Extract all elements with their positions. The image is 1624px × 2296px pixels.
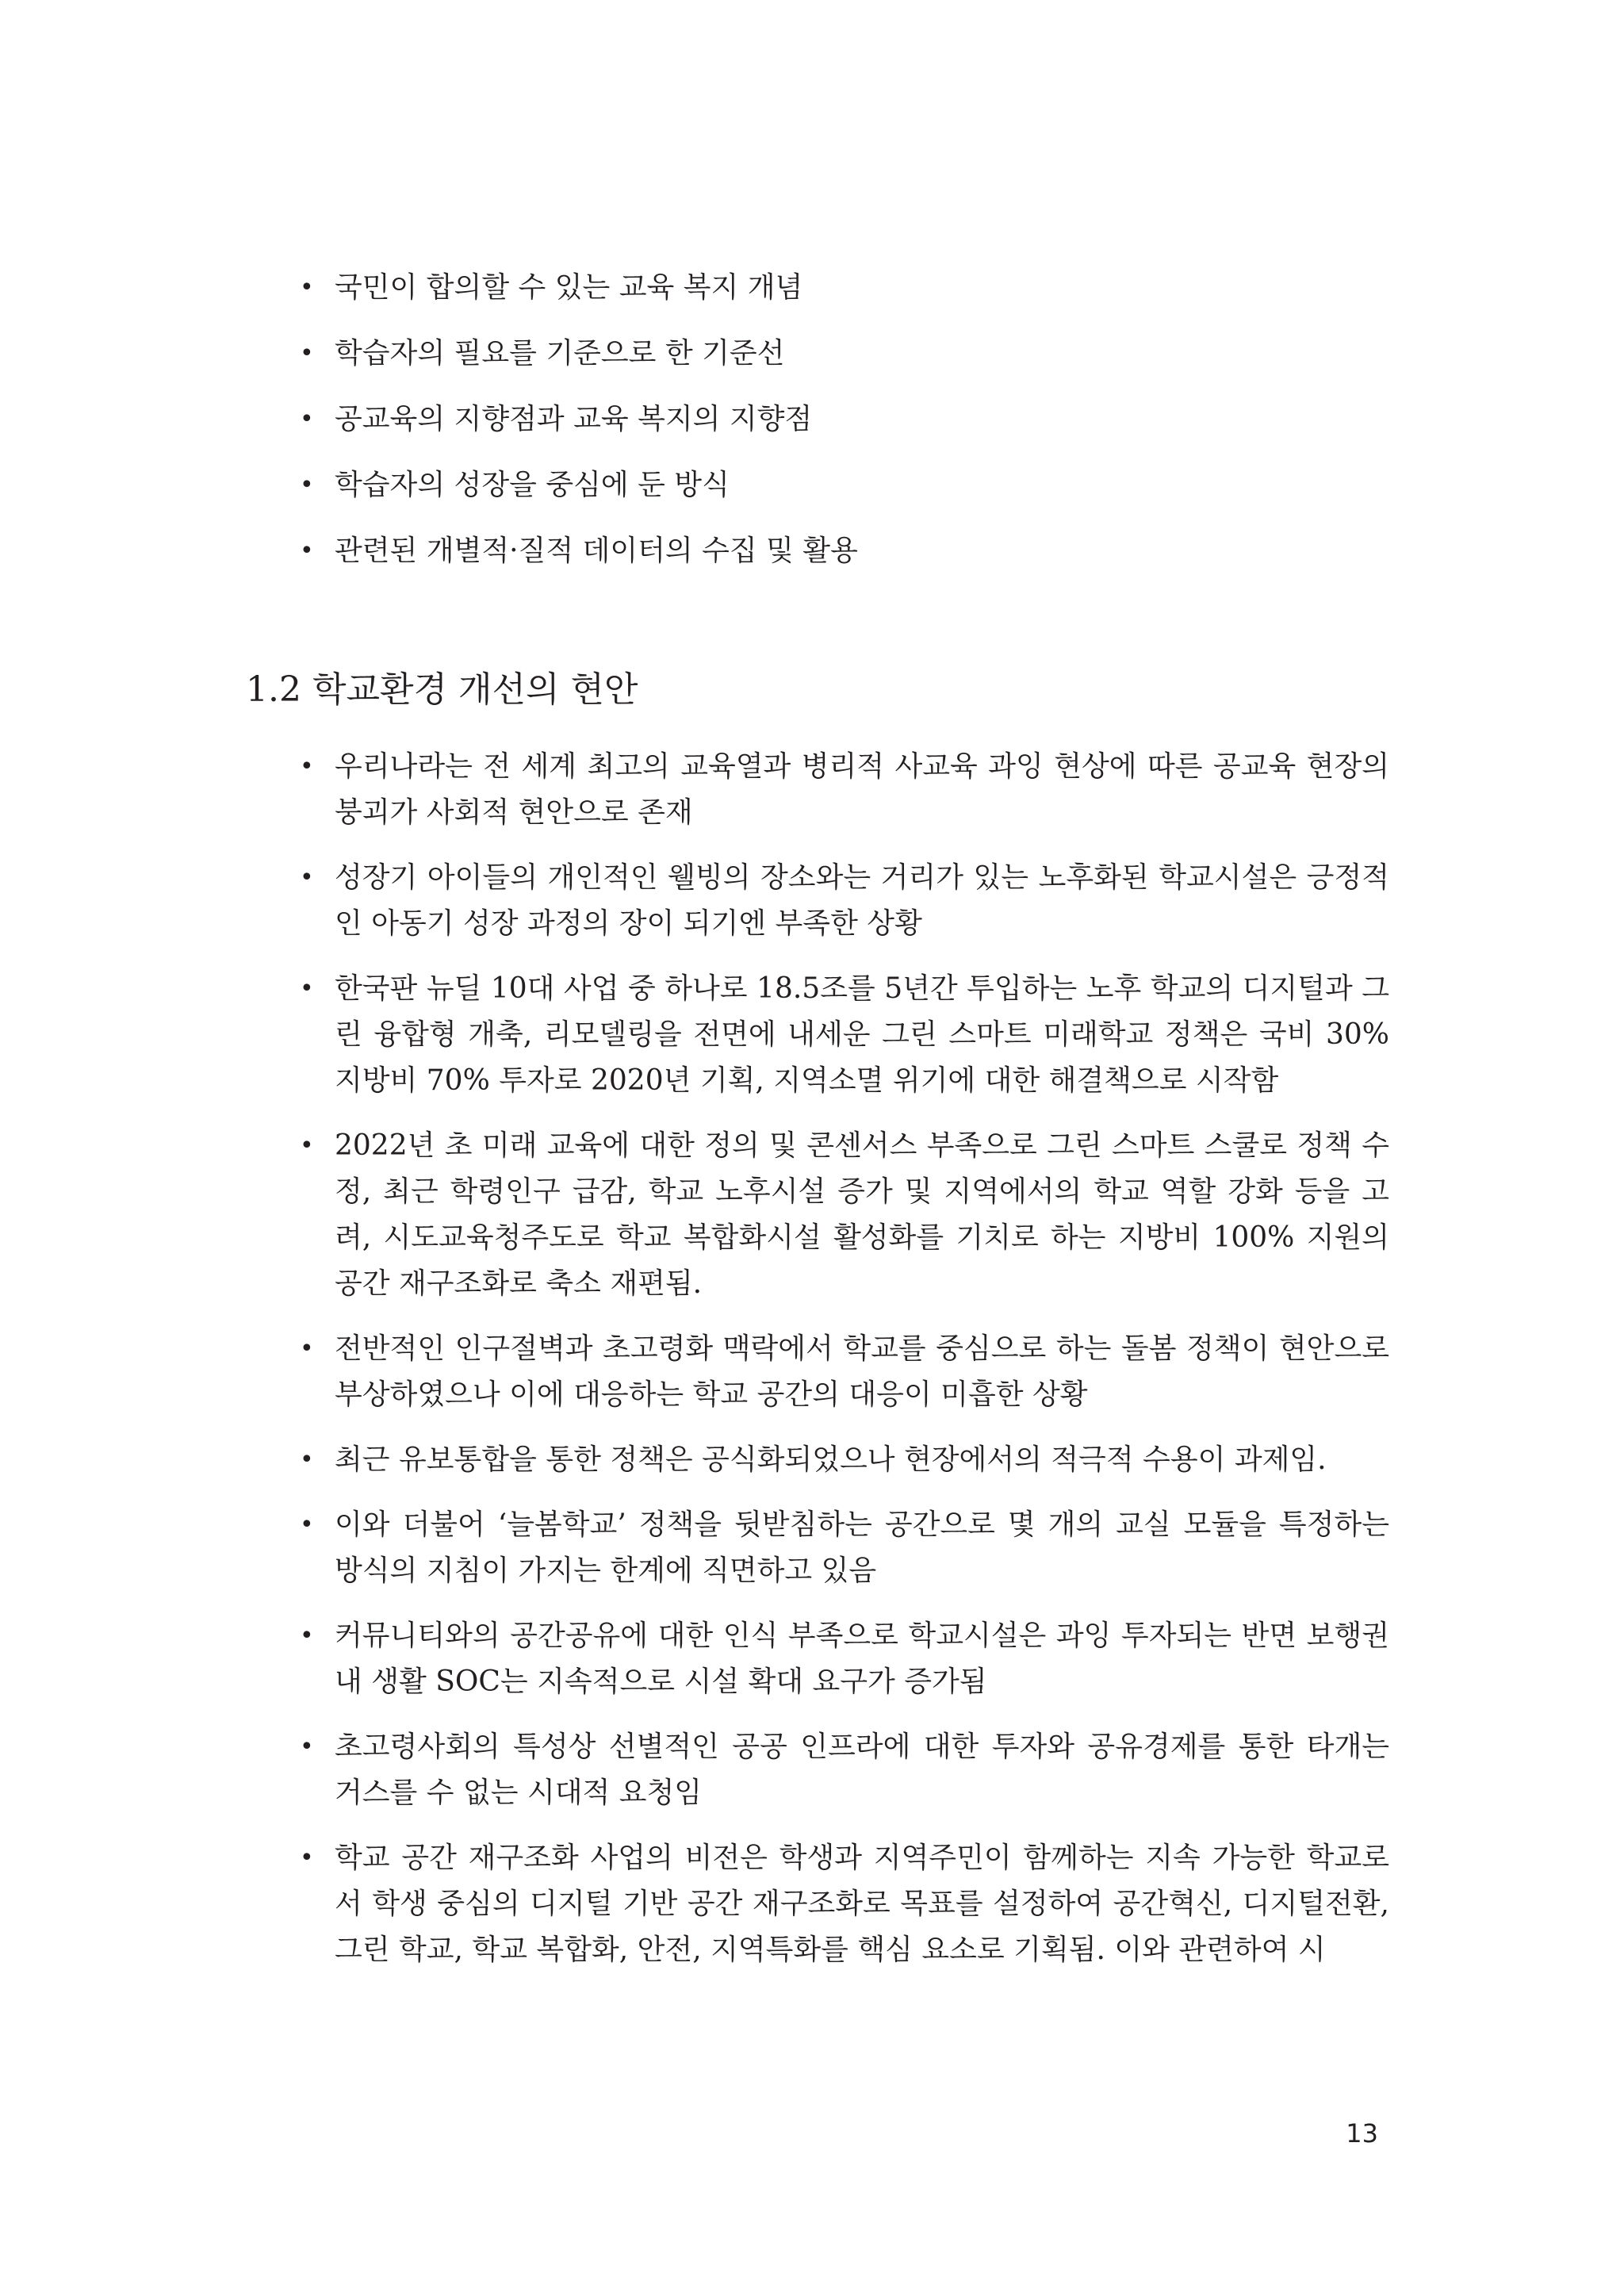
list-item bbox=[295, 855, 1389, 947]
list-item bbox=[295, 1613, 1389, 1705]
list-item-text: 학습자의 성장을 중심에 둔 방식 bbox=[335, 469, 730, 501]
bullet-icon: • bbox=[300, 471, 314, 499]
bullet-icon: • bbox=[300, 975, 314, 1002]
list-item-text: 학습자의 필요를 기준으로 한 기준선 bbox=[335, 337, 785, 370]
list-item-text: 2022년 초 미래 교육에 대한 정의 및 콘센서스 부족으로 그린 스마트 스쿨로 정책 수정, 최근 학령인구 급감, 학교 노후시설 증가 및 지역에서의 학교 역할 강화 등을 고려, 시도교육청주도로 학교 복합화시설 활성화를 기치로 하는 지방비 100% 지원의 공간 재구조화로 축소 재편됨. bbox=[335, 1129, 1389, 1300]
intro-bullet-list bbox=[295, 268, 1389, 597]
list-item-text: 이와 더불어 ‘늘봄학교’ 정책을 뒷받침하는 공간으로 몇 개의 교실 모듈을 특정하는 방식의 지침이 가지는 한계에 직면하고 있음 bbox=[335, 1508, 1389, 1587]
bullet-icon: • bbox=[300, 864, 314, 891]
list-item bbox=[295, 531, 1389, 571]
list-item-text: 국민이 합의할 수 있는 교육 복지 개념 bbox=[335, 271, 803, 304]
list-item bbox=[295, 1437, 1389, 1483]
list-item bbox=[295, 400, 1389, 439]
list-item-text: 전반적인 인구절벽과 초고령화 맥락에서 학교를 중심으로 하는 돌봄 정책이 현안으로 부상하였으나 이에 대응하는 학교 공간의 대응이 미흡한 상황 bbox=[335, 1332, 1389, 1411]
list-item bbox=[295, 1502, 1389, 1594]
list-item-text: 초고령사회의 특성상 선별적인 공공 인프라에 대한 투자와 공유경제를 통한 타개는 거스를 수 없는 시대적 요청임 bbox=[335, 1731, 1389, 1809]
bullet-icon: • bbox=[300, 1335, 314, 1363]
list-item bbox=[295, 1123, 1389, 1307]
bullet-icon: • bbox=[300, 537, 314, 565]
list-item-text: 공교육의 지향점과 교육 복지의 지향점 bbox=[335, 403, 813, 435]
list-item bbox=[295, 466, 1389, 505]
list-item bbox=[295, 268, 1389, 308]
list-item-text: 최근 유보통합을 통한 정책은 공식화되었으나 현장에서의 적극적 수용이 과제임. bbox=[335, 1443, 1327, 1476]
bullet-icon: • bbox=[300, 274, 314, 301]
bullet-icon: • bbox=[300, 1733, 314, 1761]
bullet-icon: • bbox=[300, 339, 314, 367]
bullet-icon: • bbox=[300, 1844, 314, 1872]
section-bullet-list bbox=[295, 744, 1389, 1992]
page-number: 13 bbox=[1346, 2118, 1378, 2148]
bullet-icon: • bbox=[300, 1511, 314, 1539]
list-item-text: 학교 공간 재구조화 사업의 비전은 학생과 지역주민이 함께하는 지속 가능한 학교로서 학생 중심의 디지털 기반 공간 재구조화로 목표를 설정하여 공간혁신, 디지털전환, 그린 학교, 학교 복합화, 안전, 지역특화를 핵심 요소로 기획됨. 이와 관련하여 시 bbox=[335, 1842, 1389, 1966]
list-item bbox=[295, 744, 1389, 836]
bullet-icon: • bbox=[300, 753, 314, 780]
section-heading: 1.2 학교환경 개선의 현안 bbox=[246, 669, 638, 710]
list-item bbox=[295, 1724, 1389, 1816]
list-item bbox=[295, 966, 1389, 1104]
list-item-text: 커뮤니티와의 공간공유에 대한 인식 부족으로 학교시설은 과잉 투자되는 반면 보행권 내 생활 SOC는 지속적으로 시설 확대 요구가 증가됨 bbox=[335, 1619, 1389, 1698]
list-item-text: 한국판 뉴딜 10대 사업 중 하나로 18.5조를 5년간 투입하는 노후 학교의 디지털과 그린 융합형 개축, 리모델링을 전면에 내세운 그린 스마트 미래학교 정책은 국비 30% 지방비 70% 투자로 2020년 기획, 지역소멸 위기에 대한 해결책으로 시작함 bbox=[335, 972, 1389, 1097]
bullet-icon: • bbox=[300, 1132, 314, 1159]
list-item bbox=[295, 1326, 1389, 1418]
list-item bbox=[295, 334, 1389, 374]
bullet-icon: • bbox=[300, 405, 314, 433]
list-item bbox=[295, 1835, 1389, 1973]
list-item-text: 성장기 아이들의 개인적인 웰빙의 장소와는 거리가 있는 노후화된 학교시설은 긍정적인 아동기 성장 과정의 장이 되기엔 부족한 상황 bbox=[335, 861, 1389, 940]
bullet-icon: • bbox=[300, 1446, 314, 1474]
bullet-icon: • bbox=[300, 1622, 314, 1650]
list-item-text: 우리나라는 전 세계 최고의 교육열과 병리적 사교육 과잉 현상에 따른 공교육 현장의 붕괴가 사회적 현안으로 존재 bbox=[335, 750, 1389, 829]
list-item-text: 관련된 개별적·질적 데이터의 수집 및 활용 bbox=[335, 535, 858, 567]
